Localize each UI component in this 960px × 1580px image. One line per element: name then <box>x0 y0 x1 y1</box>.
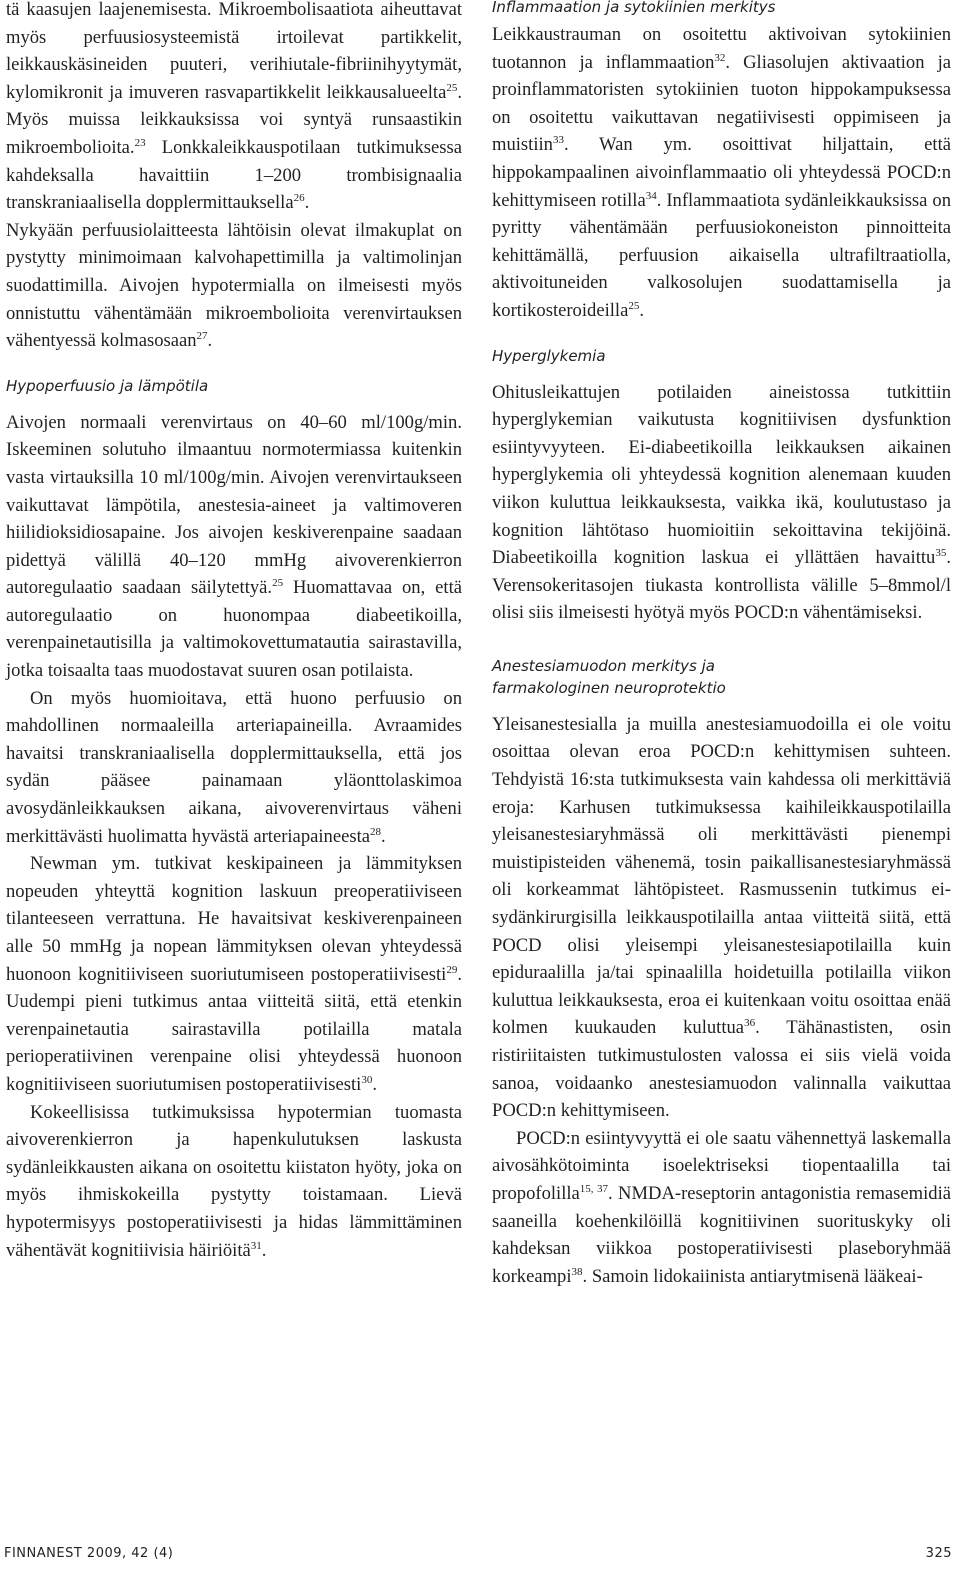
section-heading-anesthesia: Anestesiamuodon merkitys ja farmakologinen neuroprotektio <box>492 656 726 697</box>
citation-ref: 38 <box>571 1265 583 1278</box>
paragraph: Yleisanestesialla ja muilla anestesiamuodoilla ei ole voitu osoittaa olevan eroa POCD:n kehittymisen suhteen. Tehdyistä 16:sta tutkimuksesta vain kahdessa oli merkittäviä eroja: Karhusen tutkimuksessa kaihileikkauspotilailla yleisanestesiaryhmässä oli merkittävästi pienempi muistipisteiden vähenemä, tosin paikallisanestesiaryhmässä oli korkeammat lähtöpisteet. Rasmussenin tutkimus ei-sydänkirurgisilla leikkauspotilailla antaa viitteitä siitä, että POCD olisi yleisempi yleisanestesiapotilailla kuin epiduraalilla ja/tai spinaalilla hoidetuilla potilailla viikon kuluttua leikkauksesta, eroa ei kuitenkaan voitu osoittaa enää kolmen kuukauden kuluttua$^{36}$. Tähänastisten, osin ristiriitaisten tutkimustulosten valossa ei siis vielä voida sanoa, voidaanko anestesiamuodon valinnalla vaikuttaa POCD:n kehittymiseen. <box>492 713 952 1122</box>
citation-ref: 15, 37 <box>579 1182 609 1195</box>
citation-ref: 29 <box>446 963 458 976</box>
page-number: 325 <box>925 1546 952 1561</box>
citation-ref: 35 <box>935 546 947 559</box>
citation-ref: 34 <box>645 189 657 202</box>
paragraph: Nykyään perfuusiolaitteesta lähtöisin olevat ilmakuplat on pystytty minimoimaan kalvohapettimilla ja valtimolinjan suodattimilla. Aivojen hypotermialla on ilmeisesti myös onnistuttu vähentämään mikroembolioita verenvirtauksen vähentyessä kolmasosaan$^{27}$. <box>6 219 462 352</box>
section-heading-hypoperfusion: Hypoperfuusio ja lämpötila <box>6 376 209 395</box>
paragraph: Leikkaustrauman on osoitettu aktivoivan sytokiinien tuotannon ja inflammaation$^{32}$. Gliasolujen aktivaation ja proinflammatoristen sytokiinien tuoton hippokampuksessa on osoitettu vaikuttavan negatiivisesti oppimiseen ja muistiin$^{33}$. Wan ym. osoittivat hiljattain, että hippokampaalinen aivoinflammaatio oli yhteydessä POCD:n kehittymiseen rotilla$^{34}$. Inflammaatiota sydänleikkauksissa on pyritty vähentämään perfuusiokoneiston pinnoitteita kehittämällä, perfuusion aikaisella ultrafiltraatiolla, aktivoituneiden valkosolujen suodattamisella ja kortikosteroideilla$^{25}$. <box>492 24 951 321</box>
paragraph: Aivojen normaali verenvirtaus on 40–60 ml/100g/min. Iskeeminen solutuho ilmaantuu normotermiassa kuitenkin vasta virtauksilla 10 ml/100g/min. Aivojen verenvirtaukseen vaikuttavat lämpötila, anestesia-aineet ja valtimoveren hiilidioksidiosapaine. Jos aivojen keskiverenpaine saadaan pidettyä välillä 40–120 mmHg aivoverenkierron autoregulaatio saadaan säilytettyä.$^{25}$ Huomattavaa on, että autoregulaatio on huonompaa diabeetikoilla, verenpainetautisilla ja valtimokovettumatautia sairastavilla, jotka toisaalta taas muodostavat suuren osan potilaista. <box>6 411 462 682</box>
citation-ref: 32 <box>714 51 726 64</box>
paragraph: On myös huomioitava, että huono perfuusio on mahdollinen normaaleilla arteriapaineilla. Avraamides havaitsi transkraniaalisella dopplermittauksella, että jos sydän pääsee painamaan yläonttolaskimoa avosydänleikkauksen aikana, aivoverenvirtaus väheni merkittävästi huolimatta hyvästä arteriapaineesta$^{28}$. <box>6 687 462 847</box>
citation-ref: 25 <box>446 81 458 94</box>
citation-ref: 23 <box>134 136 146 149</box>
journal-citation: FINNANEST 2009, 42 (4) <box>4 1546 174 1561</box>
left-column <box>6 0 462 1264</box>
paragraph: Ohitusleikattujen potilaiden aineistossa tutkittiin hyperglykemian vaikutusta kognitiivisen dysfunktion esiintyvyyteen. Ei-diabeetikoilla leikkauksen aikainen hyperglykemia oli yhteydessä kognition alenemaan kuuden viikon kuluttua leikkauksesta, vaikka ikä, koulutustaso ja kognition lähtötaso huomioitiin sekoittavina tekijöinä. Diabeetikoilla kognition laskua ei yllättäen havaittu$^{35}$. Verensokeritasojen tiukasta kontrollista välille 5–8mmol/l olisi siis ilmeisesti hyötyä myös POCD:n vähentämiseksi. <box>492 381 951 624</box>
paragraph: Newman ym. tutkivat keskipaineen ja lämmityksen nopeuden yhteyttä kognition laskuun preoperatiiviseen tilanteeseen verrattuna. He havaitsivat keskiverenpaineen alle 50 mmHg ja nopean lämmityksen olevan yhteydessä huonoon kognitiiviseen suoriutumiseen postoperatiivisesti$^{29}$. Uudempi pieni tutkimus antaa viitteitä siitä, että etenkin verenpainetautia sairastavilla potilailla matala perioperatiivinen verenpaine olisi yhteydessä huonoon kognitiiviseen suoriutumisen postoperatiivisesti$^{30}$. <box>6 853 462 1095</box>
section-heading-inflammation: Inflammaation ja sytokiinien merkitys <box>492 0 776 16</box>
page-footer <box>4 1546 952 1570</box>
citation-ref: 25 <box>272 577 284 590</box>
right-column <box>492 0 951 1290</box>
citation-ref: 25 <box>628 299 640 312</box>
paragraph: tä kaasujen laajenemisesta. Mikroembolisaatiota aiheuttavat myös perfuusiosysteemistä irtoilevat partikkelit, leikkauskäsineiden puuteri, verihiutale-fibriinihyytymät, kylomikronit ja imuveren rasvapartikkelit leikkausalueelta$^{25}$. Myös muissa leikkauksissa voi syntyä runsaastikin mikroembolioita.$^{23}$ Lonkkaleikkauspotilaan tutkimuksessa kahdeksalla havaittiin 1–200 trombisignaalia transkraniaalisella dopplermittauksella$^{26}$. <box>6 0 462 214</box>
section-heading-hyperglycemia: Hyperglykemia <box>492 346 606 365</box>
citation-ref: 28 <box>370 825 381 838</box>
paragraph: POCD:n esiintyvyyttä ei ole saatu vähennettyä laskemalla aivosähkötoiminta isoelektriseksi tiopentaalilla tai propofolilla$^{15, 37}$. NMDA-reseptorin antagonistia remasemidiä saaneilla koehenkilöillä kognitiivinen suorituskyky oli kahdeksan viikkoa postoperatiivisesti plaseboryhmää korkeampi$^{38}$. Samoin lidokaiinista antiarytmisenä lääkeai- <box>492 1127 951 1287</box>
citation-ref: 31 <box>250 1239 262 1252</box>
citation-ref: 26 <box>293 191 305 204</box>
citation-ref: 27 <box>196 329 208 342</box>
citation-ref: 36 <box>744 1017 756 1030</box>
citation-ref: 33 <box>552 134 564 147</box>
citation-ref: 30 <box>361 1073 373 1086</box>
paragraph: Kokeellisissa tutkimuksissa hypotermian tuomasta aivoverenkierron ja hapenkulutuksen laskusta sydänleikkausten aikana on osoitettu kiistaton hyöty, joka on myös ihmiskokeilla pystytty toistamaan. Lievä hypotermisyys postoperatiivisesti ja hidas lämmittäminen vähentävät kognitiivisia häiriöitä$^{31}$. <box>6 1101 462 1261</box>
